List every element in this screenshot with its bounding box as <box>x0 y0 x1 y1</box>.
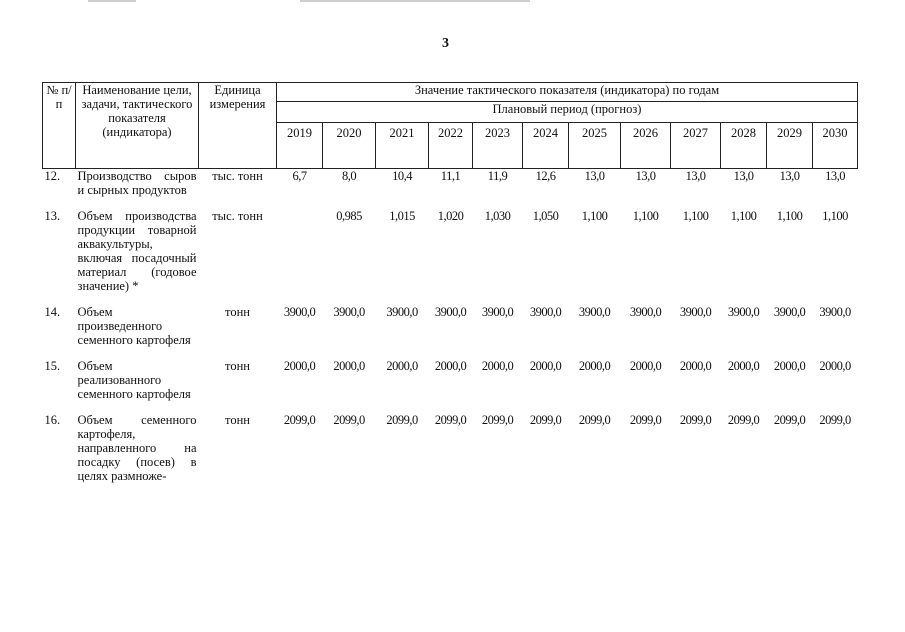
value-cell: 3900,0 <box>679 305 712 319</box>
row-number: 14. <box>44 305 61 319</box>
value-cell: 11,1 <box>440 169 461 183</box>
row-number: 15. <box>44 359 61 373</box>
header-year: 2029 <box>767 123 813 169</box>
value-cell: 2000,0 <box>481 359 514 373</box>
value-cell: 2000,0 <box>434 359 467 373</box>
value-cell: 6,7 <box>292 169 307 183</box>
header-values-title: Значение тактического показателя (индикатора) по годам <box>277 83 858 102</box>
indicator-name: Объем произведенного семенного картофеля <box>77 305 191 347</box>
value-cell: 2000,0 <box>773 359 806 373</box>
table-header <box>43 83 858 169</box>
value-cell: 1,100 <box>632 209 659 223</box>
row-number: 12. <box>44 169 61 183</box>
table-row <box>43 209 858 305</box>
value-cell: 2099,0 <box>481 413 514 427</box>
value-cell: 2099,0 <box>773 413 806 427</box>
value-cell: 3900,0 <box>283 305 316 319</box>
value-cell: 13,0 <box>685 169 706 183</box>
header-year: 2023 <box>473 123 523 169</box>
value-cell: 1,100 <box>682 209 709 223</box>
header-year: 2024 <box>523 123 569 169</box>
value-cell: 2000,0 <box>819 359 851 373</box>
value-cell: 3900,0 <box>819 305 851 319</box>
scan-top-mark-left <box>88 0 136 2</box>
unit-cell: тонн <box>225 413 250 427</box>
header-year: 2028 <box>721 123 767 169</box>
table-row <box>43 413 858 483</box>
value-cell: 3900,0 <box>727 305 760 319</box>
value-cell: 3900,0 <box>578 305 611 319</box>
value-cell: 3900,0 <box>386 305 418 319</box>
header-num: № п/п <box>43 83 76 169</box>
header-year: 2030 <box>813 123 858 169</box>
value-cell: 1,100 <box>730 209 757 223</box>
header-year: 2022 <box>429 123 473 169</box>
unit-cell: тыс. тонн <box>212 169 263 183</box>
value-cell: 2000,0 <box>529 359 562 373</box>
header-unit: Единица измерения <box>199 83 277 169</box>
value-cell: 3900,0 <box>773 305 806 319</box>
value-cell: 1,100 <box>776 209 803 223</box>
header-year: 2021 <box>376 123 429 169</box>
indicator-name: Производство сыров и сырных продуктов <box>77 169 197 197</box>
header-year: 2019 <box>277 123 323 169</box>
value-cell: 2099,0 <box>333 413 365 427</box>
value-cell: 13,0 <box>584 169 605 183</box>
table-row <box>43 359 858 413</box>
unit-cell: тонн <box>225 305 250 319</box>
value-cell: 2099,0 <box>529 413 562 427</box>
row-number: 13. <box>44 209 61 223</box>
value-cell: 2099,0 <box>283 413 316 427</box>
row-number: 16. <box>44 413 61 427</box>
value-cell: 2099,0 <box>578 413 611 427</box>
value-cell: 3900,0 <box>434 305 467 319</box>
value-cell: 3900,0 <box>529 305 562 319</box>
header-name: Наименование цели, задачи, тактического показателя (индикатора) <box>76 83 199 169</box>
header-year: 2027 <box>671 123 721 169</box>
unit-cell: тыс. тонн <box>212 209 263 223</box>
value-cell: 2000,0 <box>629 359 662 373</box>
value-cell: 1,100 <box>822 209 848 223</box>
value-cell: 2099,0 <box>727 413 760 427</box>
value-cell: 12,6 <box>535 169 556 183</box>
value-cell: 1,030 <box>484 209 511 223</box>
value-cell: 2099,0 <box>629 413 662 427</box>
value-cell: 3900,0 <box>629 305 662 319</box>
indicators-table <box>42 82 858 483</box>
header-period: Плановый период (прогноз) <box>277 102 858 123</box>
header-year: 2026 <box>621 123 671 169</box>
value-cell: 1,050 <box>532 209 559 223</box>
value-cell: 1,015 <box>389 209 415 223</box>
value-cell: 2000,0 <box>333 359 365 373</box>
table-body <box>43 169 858 484</box>
table-row <box>43 169 858 210</box>
table-row <box>43 305 858 359</box>
indicator-name: Объем реализованного семенного картофеля <box>77 359 191 401</box>
value-cell: 8,0 <box>341 169 357 183</box>
value-cell: 2000,0 <box>578 359 611 373</box>
value-cell: 0,985 <box>336 209 362 223</box>
value-cell: 2000,0 <box>283 359 316 373</box>
value-cell: 1,020 <box>437 209 464 223</box>
value-cell: 2099,0 <box>434 413 467 427</box>
value-cell: 2000,0 <box>386 359 418 373</box>
value-cell: 13,0 <box>825 169 845 183</box>
value-cell: 3900,0 <box>481 305 514 319</box>
unit-cell: тонн <box>225 359 250 373</box>
value-cell: 13,0 <box>733 169 754 183</box>
value-cell: 2099,0 <box>386 413 418 427</box>
value-cell: 1,100 <box>581 209 608 223</box>
header-year: 2020 <box>323 123 376 169</box>
scan-top-mark-right <box>300 0 530 2</box>
value-cell: 2000,0 <box>679 359 712 373</box>
value-cell: 11,9 <box>487 169 508 183</box>
value-cell: 2000,0 <box>727 359 760 373</box>
value-cell: 13,0 <box>635 169 656 183</box>
value-cell <box>277 209 323 305</box>
value-cell: 2099,0 <box>819 413 851 427</box>
indicator-name: Объем производства продукции товарной аквакультуры, включая посадочный материал (годовое значение) * <box>77 209 197 293</box>
indicator-name: Объем семенного картофеля, направленного на посадку (посев) в целях размноже- <box>77 413 197 483</box>
header-year: 2025 <box>569 123 621 169</box>
value-cell: 3900,0 <box>333 305 365 319</box>
value-cell: 13,0 <box>779 169 800 183</box>
page-number: 3 <box>442 36 449 51</box>
value-cell: 10,4 <box>392 169 412 183</box>
value-cell: 2099,0 <box>679 413 712 427</box>
